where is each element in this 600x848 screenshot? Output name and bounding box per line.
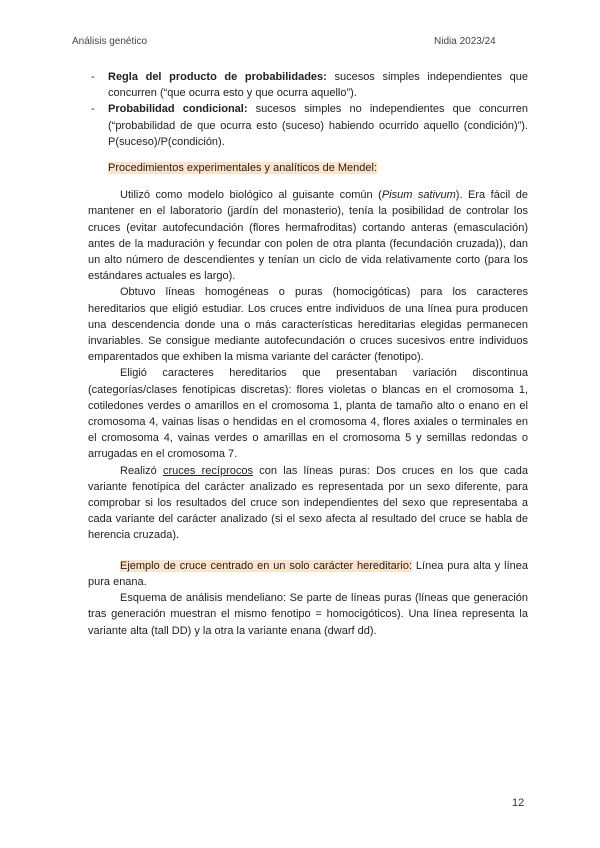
section-heading: Procedimientos experimentales y analíticos de Mendel: (108, 162, 378, 175)
underlined-term: cruces recíprocos (162, 464, 254, 477)
highlighted-heading: Ejemplo de cruce centrado en un solo carácter hereditario: (120, 559, 413, 572)
bullet-list (88, 69, 528, 150)
bullet-term: Regla del producto de probabilidades: (108, 71, 327, 83)
list-item (88, 69, 528, 101)
bullet-text: sucesos simples independientes que concurren (“que ocurra esto y que ocurra aquello”). (108, 71, 528, 100)
species-name: Pisum sativum (381, 189, 456, 202)
text: Utilizó como modelo biológico al guisante común ( (120, 189, 382, 202)
bullet-text: sucesos simples no independientes que concurren (“probabilidad de que ocurra esto (suceso) habiendo ocurrido aquello (condición)”). P(suceso)/P(condición). (108, 103, 528, 148)
header-author-year: Nidia 2023/24 (434, 36, 496, 47)
bullet-dash: - (91, 71, 95, 83)
page-body (88, 69, 528, 639)
paragraph (88, 463, 528, 544)
paragraph: Obtuvo líneas homogéneas o puras (homocigóticas) para los caracteres hereditarios que eligió estudiar. Los cruces entre individuos de una línea pura producen una descendencia donde una o más características hereditarias elegidas permanecen invariables. Se consigue mediante autofecundación o cruces sucesivos entre individuos emparentados que exhiben la misma variante del carácter (fenotipo). (88, 286, 528, 364)
paragraph: Eligió caracteres hereditarios que presentaban variación discontinua (categorías/clases fenotípicas discretas): flores violetas o blancas en el cromosoma 1, cotiledones verdes o amarillos en el cromosoma 1, planta de tamaño alto o enano en el cromosoma 4, vainas lisas o hendidas en el cromosoma 4, flores axiales o terminales en el cromosoma 4, vainas verdes o amarillas en el cromosoma 5 y semillas redondas o arrugadas en el cromosoma 7. (88, 367, 528, 461)
text: Línea pura alta y línea pura enana. (88, 559, 528, 588)
list-item (88, 101, 528, 150)
text: con las líneas puras: Dos cruces en los que cada variante fenotípica del carácter analizado es representada por un sexo diferente, para comprobar si los resultados del cruce son independientes del sexo que representaba a cada variante del carácter analizado (si el sexo afecta al resultado del cruce se habla de herencia cruzada). (88, 464, 529, 542)
paragraph (88, 187, 528, 284)
bullet-dash: - (91, 103, 95, 116)
text: ). Era fácil de mantener en el laboratorio (jardín del monasterio), tenía la posibilidad de controlar los cruces (evitar autofecundación (flores hermafroditas) cortando anteras (emasculación) antes de la maduración y fecundar con polen de otra planta (fecundación cruzada)), dan un alto número de descendientes y tenían un ciclo de vida relativamente corto (para los estándares actuales es largo). (88, 189, 528, 283)
page-number: 12 (512, 797, 525, 809)
header-title: Análisis genético (72, 36, 148, 47)
paragraph: Esquema de análisis mendeliano: Se parte de líneas puras (líneas que generación tras generación muestran el mismo fenotipo = homocigóticos). Una línea representa la variante alta (tall DD) y la otra la variante enana (dwarf dd). (88, 592, 528, 637)
text: Realizó (120, 464, 163, 477)
paragraph (88, 558, 528, 590)
bullet-term: Probabilidad condicional: (108, 103, 248, 116)
